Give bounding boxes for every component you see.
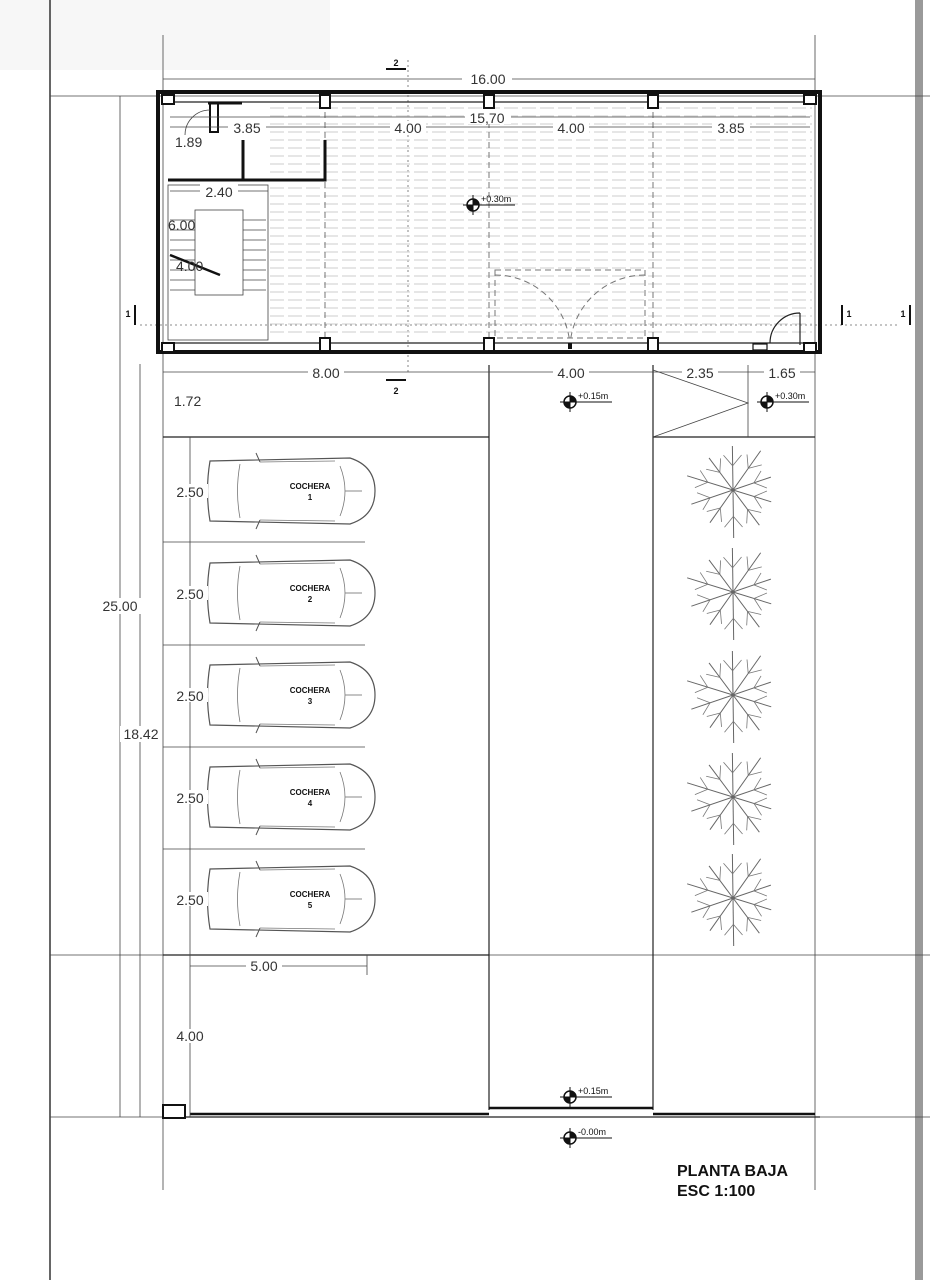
parking-label: COCHERA [289, 584, 331, 593]
column [484, 95, 494, 108]
parking-label: COCHERA [289, 482, 331, 491]
dim-space-3: 2.50 [176, 688, 204, 704]
column [484, 338, 494, 351]
parking-number: 1 [307, 493, 313, 502]
dim-space-2: 2.50 [176, 586, 204, 602]
column [648, 338, 658, 351]
svg-text:+0.30m: +0.30m [481, 194, 512, 204]
dim-lower-left: 8.00 [312, 365, 340, 381]
dim-bay-4: 3.85 [717, 120, 745, 136]
drawing-title: PLANTA BAJA [677, 1163, 789, 1180]
section-mark-top: 2 [393, 58, 399, 68]
dim-front-depth: 4.00 [176, 1028, 204, 1044]
column [162, 343, 174, 352]
parking-number: 4 [307, 799, 313, 808]
section-mark-far-right: 1 [900, 309, 906, 319]
svg-text:+0.15m: +0.15m [578, 391, 609, 401]
parking-car [208, 453, 376, 529]
dim-space-5: 2.50 [176, 892, 204, 908]
column [320, 338, 330, 351]
dim-parking-depth: 18.42 [123, 726, 159, 742]
svg-text:+0.15m: +0.15m [578, 1086, 609, 1096]
column [320, 95, 330, 108]
svg-text:+0.30m: +0.30m [775, 391, 806, 401]
parking-number: 5 [307, 901, 313, 910]
dim-bay-3: 4.00 [557, 120, 585, 136]
dim-front-width: 5.00 [250, 958, 278, 974]
dim-interior-width: 15,70 [469, 110, 505, 126]
dim-lower-mid: 4.00 [557, 365, 585, 381]
dim-stair-width: 2.40 [205, 184, 233, 200]
column [648, 95, 658, 108]
parking-car [208, 657, 376, 733]
parking-label: COCHERA [289, 890, 331, 899]
drawing-scale: ESC 1:100 [677, 1183, 756, 1200]
parking-car [208, 555, 376, 631]
dim-bay-2: 4.00 [394, 120, 422, 136]
dim-lower-r1: 2.35 [686, 365, 714, 381]
section-mark-bottom: 2 [393, 386, 399, 396]
dim-stair-a: 6.00 [168, 217, 196, 233]
section-mark-right: 1 [846, 309, 852, 319]
dim-total-depth: 25.00 [102, 598, 138, 614]
dim-space-4: 2.50 [176, 790, 204, 806]
parking-car [208, 861, 376, 937]
column [162, 95, 174, 104]
dim-stair-b: 4.00 [176, 258, 204, 274]
parking-number: 2 [307, 595, 313, 604]
svg-text:-0.00m: -0.00m [578, 1127, 607, 1137]
dim-space-1: 2.50 [176, 484, 204, 500]
section-mark-left: 1 [125, 309, 131, 319]
column [804, 95, 816, 104]
parking-number: 3 [307, 697, 313, 706]
parking-label: COCHERA [289, 788, 331, 797]
dim-room-height: 1.89 [175, 134, 203, 150]
dim-overall-width: 16.00 [470, 71, 506, 87]
parking-label: COCHERA [289, 686, 331, 695]
dim-bay-1: 3.85 [233, 120, 261, 136]
dim-lower-r2: 1.65 [768, 365, 796, 381]
column [804, 343, 816, 352]
sheet-border-right [915, 0, 923, 1280]
parking-car [208, 759, 376, 835]
dim-strip: 1.72 [174, 393, 202, 409]
